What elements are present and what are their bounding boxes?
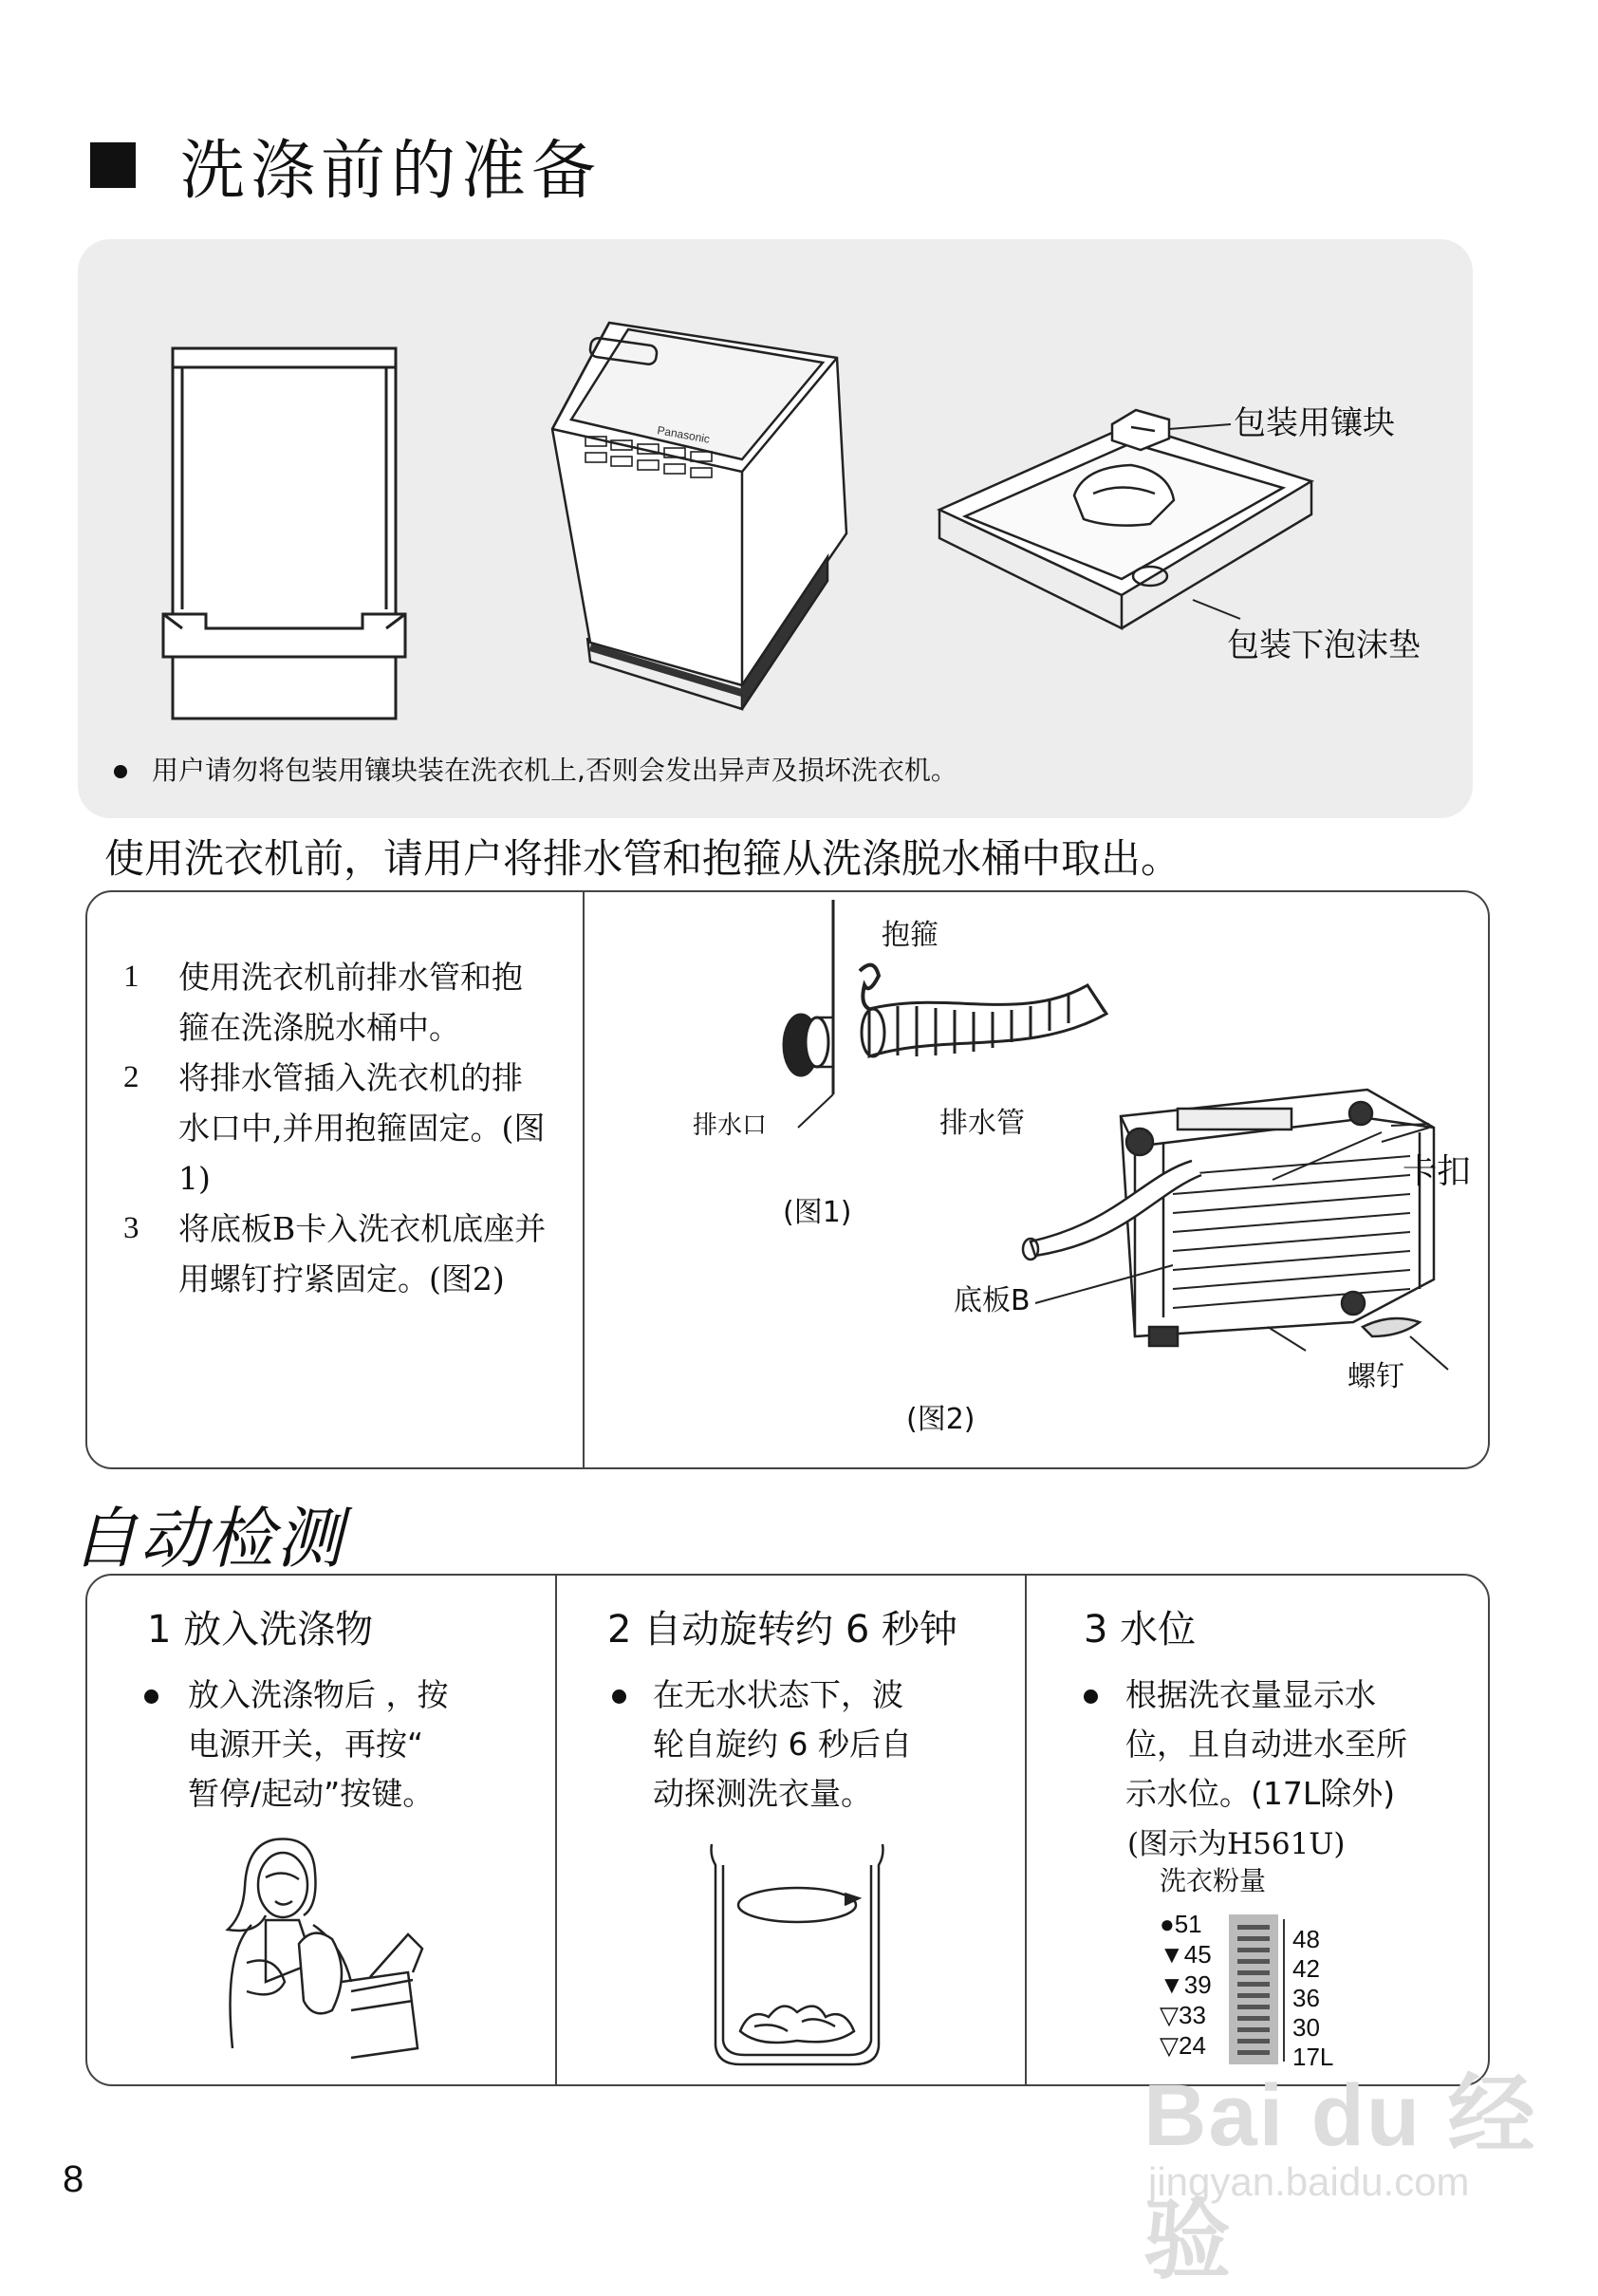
step-number: 3 [123, 1211, 139, 1245]
step-text: 使用洗衣机前排水管和抱箍在洗涤脱水桶中。 [178, 959, 523, 1046]
packaging-note [114, 750, 957, 788]
step-item [123, 952, 550, 1053]
detergent-row [1160, 1940, 1212, 1969]
hose-heading: 使用洗衣机前，请用户将排水管和抱箍从洗涤脱水桶中取出。 [104, 835, 1181, 882]
title-square-icon [90, 142, 136, 188]
step1-line: 暂停/起动”按键。 [188, 1775, 435, 1812]
cup-icon: ▼ [1160, 1940, 1184, 1969]
figure1-drain-hose [784, 900, 1106, 1128]
bullet-icon [612, 1689, 626, 1704]
detergent-row [1160, 1970, 1212, 2000]
woman-loading-laundry-illustration [209, 1820, 427, 2063]
label-screw: 螺钉 [1347, 1360, 1404, 1393]
step3-description [1125, 1671, 1407, 1819]
bullet-icon [1084, 1689, 1098, 1704]
detergent-legend-title: 洗衣粉量 [1160, 1865, 1267, 1896]
page-title: 洗涤前的准备 [180, 134, 603, 209]
cup-icon: ▽ [1160, 2031, 1179, 2060]
step1-line: 放入洗涤物后 ，按 [188, 1676, 449, 1713]
water-level-scale-line [1283, 1919, 1285, 2062]
step2-line: 在无水状态下，波 [653, 1676, 903, 1713]
step-text: 将排水管插入洗衣机的排水口中,并用抱箍固定。(图1) [178, 1059, 546, 1197]
step-item [123, 1204, 550, 1304]
detergent-row [1160, 2001, 1206, 2030]
step2-title: 2 自动旋转约 6 秒钟 [607, 1608, 958, 1652]
step3-title: 3 水位 [1084, 1608, 1197, 1652]
step1-description [188, 1671, 449, 1819]
step-number: 2 [123, 1060, 139, 1094]
cup-icon: ▼ [1160, 1970, 1184, 1999]
step3-line: 示水位。(17L除外) [1125, 1775, 1396, 1812]
page-number: 8 [63, 2158, 84, 2200]
auto-detect-title: 自动检测 [71, 1500, 344, 1577]
label-clip: 卡扣 [1403, 1152, 1472, 1191]
water-level-value: 30 [1292, 2013, 1320, 2042]
label-drain-outlet: 排水口 [693, 1111, 768, 1140]
label-base-plate: 底板B [954, 1284, 1031, 1317]
corrugated-hose [862, 985, 1106, 1056]
detergent-value: 24 [1179, 2031, 1206, 2060]
auto-panel-divider [555, 1574, 557, 2086]
tub-rotation-illustration [702, 1837, 901, 2074]
figure2-base-plate [1023, 1090, 1448, 1370]
step1-title: 1 放入洗涤物 [147, 1608, 374, 1652]
detergent-value: 33 [1179, 2001, 1206, 2029]
water-level-ticks [1234, 1917, 1273, 2062]
washing-machine-illustration [552, 323, 846, 709]
cup-icon: ● [1160, 1910, 1175, 1938]
baidu-watermark-url: jingyan.baidu.com [1148, 2159, 1470, 2204]
step-item [123, 1053, 550, 1204]
water-level-value: 36 [1292, 1984, 1320, 2012]
water-level-value: 48 [1292, 1925, 1320, 1953]
bullet-icon [144, 1689, 158, 1704]
baidu-watermark-logo: Bai du 经验 [1143, 2067, 1537, 2289]
step3-line: 位，且自动进水至所 [1125, 1726, 1407, 1763]
step2-line: 动探测洗衣量。 [653, 1775, 872, 1812]
water-level-value: 17L [1292, 2043, 1334, 2071]
cup-icon: ▽ [1160, 2001, 1179, 2029]
detergent-value: 51 [1174, 1910, 1202, 1938]
packaging-note-text: 用户请勿将包装用镶块装在洗衣机上,否则会发出异声及损坏洗衣机。 [152, 755, 957, 786]
hose-steps [123, 952, 550, 1304]
callout-packaging-insert: 包装用镶块 [1234, 404, 1395, 442]
water-level-value: 42 [1292, 1954, 1320, 1983]
step3-line: 根据洗衣量显示水 [1125, 1676, 1376, 1713]
svg-text:Panasonic: Panasonic [656, 423, 712, 446]
detergent-value: 39 [1183, 1970, 1212, 1999]
figure2-caption: (图2) [906, 1403, 976, 1436]
step2-line: 轮自旋约 6 秒后自 [653, 1726, 912, 1763]
carton-illustration [163, 348, 405, 719]
step2-description [653, 1671, 912, 1819]
detergent-value: 45 [1183, 1940, 1212, 1969]
model-note: (图示为H561U) [1127, 1827, 1346, 1861]
label-drain-hose: 排水管 [939, 1107, 1025, 1140]
bullet-icon [114, 765, 127, 778]
figure1-caption: (图1) [783, 1196, 852, 1229]
step-number: 1 [123, 960, 139, 994]
auto-panel-divider [1025, 1574, 1027, 2086]
label-clamp: 抱箍 [882, 919, 938, 952]
step-text: 将底板B卡入洗衣机底座并用螺钉拧紧固定。(图2) [178, 1210, 547, 1297]
detergent-row [1160, 1910, 1202, 1939]
step1-line: 电源开关，再按“ [188, 1726, 424, 1763]
callout-foam-base: 包装下泡沫垫 [1227, 626, 1421, 664]
packaging-illustrations [78, 239, 1473, 818]
